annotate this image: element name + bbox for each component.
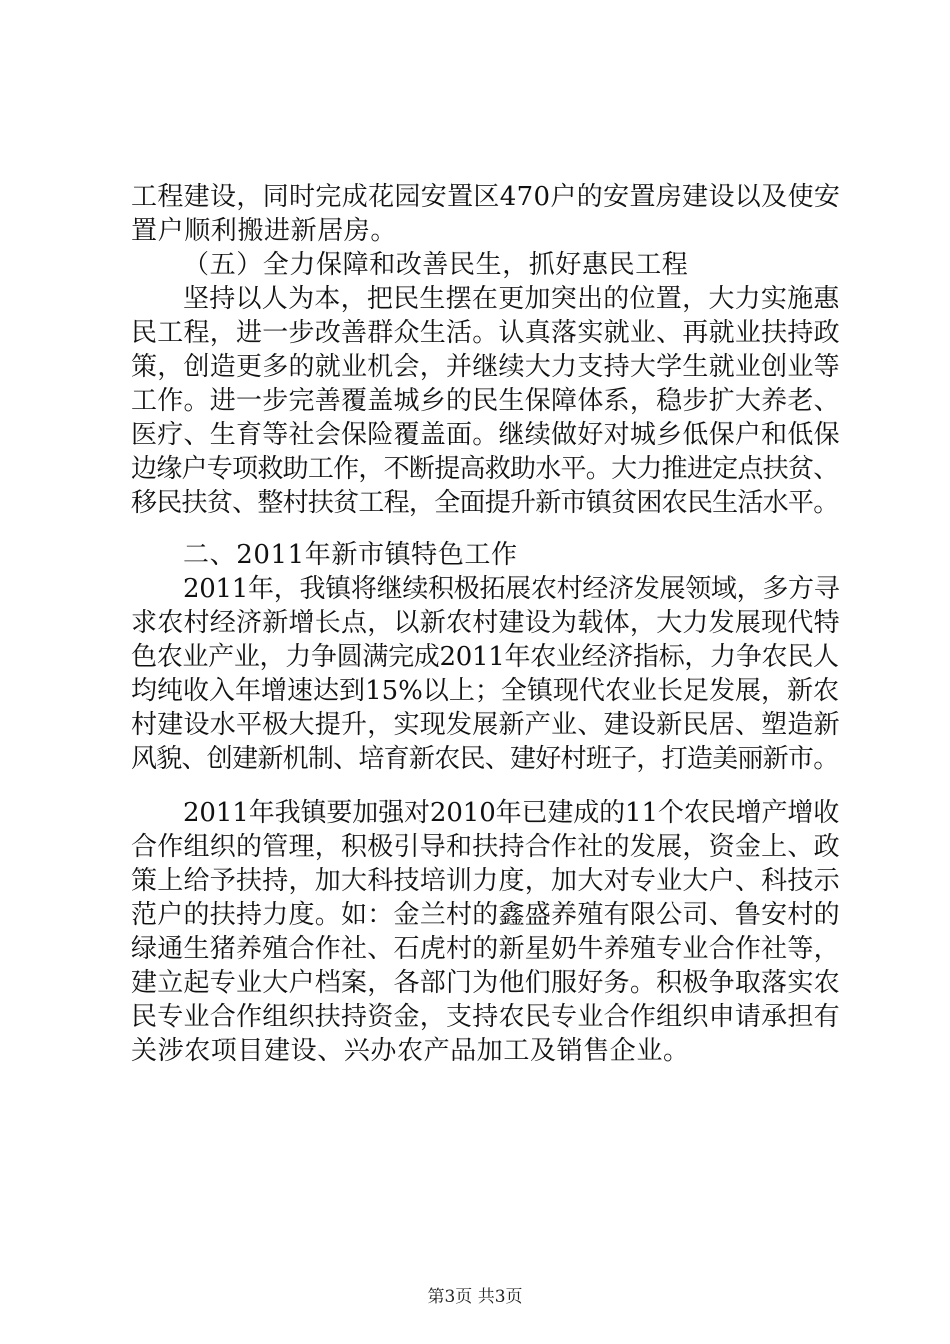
body-line: 范户的扶持力度。如：金兰村的鑫盛养殖有限公司、鲁安村的 bbox=[131, 900, 840, 930]
body-line: 医疗、生育等社会保险覆盖面。继续做好对城乡低保户和低保 bbox=[131, 420, 840, 450]
body-line: 绿通生猪养殖合作社、石虎村的新星奶牛养殖专业合作社等， bbox=[131, 934, 840, 964]
section-heading: 二、2011年新市镇特色工作 bbox=[183, 540, 518, 570]
body-line: 关涉农项目建设、兴办农产品加工及销售企业。 bbox=[131, 1036, 690, 1066]
body-line: 坚持以人为本，把民生摆在更加突出的位置，大力实施惠 bbox=[183, 284, 840, 314]
body-line: 置户顺利搬进新居房。 bbox=[131, 216, 398, 246]
body-line: 民工程，进一步改善群众生活。认真落实就业、再就业扶持政 bbox=[131, 318, 840, 348]
body-line: 民专业合作组织扶持资金，支持农民专业合作组织申请承担有 bbox=[131, 1002, 840, 1032]
body-line: 色农业产业，力争圆满完成2011年农业经济指标，力争农民人 bbox=[131, 642, 839, 672]
body-line: 2011年我镇要加强对2010年已建成的11个农民增产增收 bbox=[183, 798, 840, 828]
body-line: 策上给予扶持，加大科技培训力度，加大对专业大户、科技示 bbox=[131, 866, 840, 896]
body-line: 边缘户专项救助工作，不断提高救助水平。大力推进定点扶贫、 bbox=[131, 454, 839, 484]
section-heading: （五）全力保障和改善民生，抓好惠民工程 bbox=[183, 250, 689, 280]
body-line: 均纯收入年增速达到15%以上；全镇现代农业长足发展，新农 bbox=[131, 676, 839, 706]
page-number-footer: 第3页 共3页 bbox=[427, 1287, 523, 1307]
body-line: 工作。进一步完善覆盖城乡的民生保障体系，稳步扩大养老、 bbox=[131, 386, 840, 416]
body-line: 村建设水平极大提升，实现发展新产业、建设新民居、塑造新 bbox=[131, 710, 840, 740]
body-line: 合作组织的管理，积极引导和扶持合作社的发展，资金上、政 bbox=[131, 832, 840, 862]
body-line: 建立起专业大户档案，各部门为他们服好务。积极争取落实农 bbox=[131, 968, 840, 998]
body-line: 2011年，我镇将继续积极拓展农村经济发展领域，多方寻 bbox=[183, 574, 840, 604]
body-line: 求农村经济新增长点，以新农村建设为载体，大力发展现代特 bbox=[131, 608, 840, 638]
body-line: 策，创造更多的就业机会，并继续大力支持大学生就业创业等 bbox=[131, 352, 840, 382]
body-line: 工程建设，同时完成花园安置区470户的安置房建设以及使安 bbox=[131, 182, 841, 212]
body-line: 移民扶贫、整村扶贫工程，全面提升新市镇贫困农民生活水平。 bbox=[131, 488, 839, 518]
body-line: 风貌、创建新机制、培育新农民、建好村班子，打造美丽新市。 bbox=[131, 744, 839, 774]
